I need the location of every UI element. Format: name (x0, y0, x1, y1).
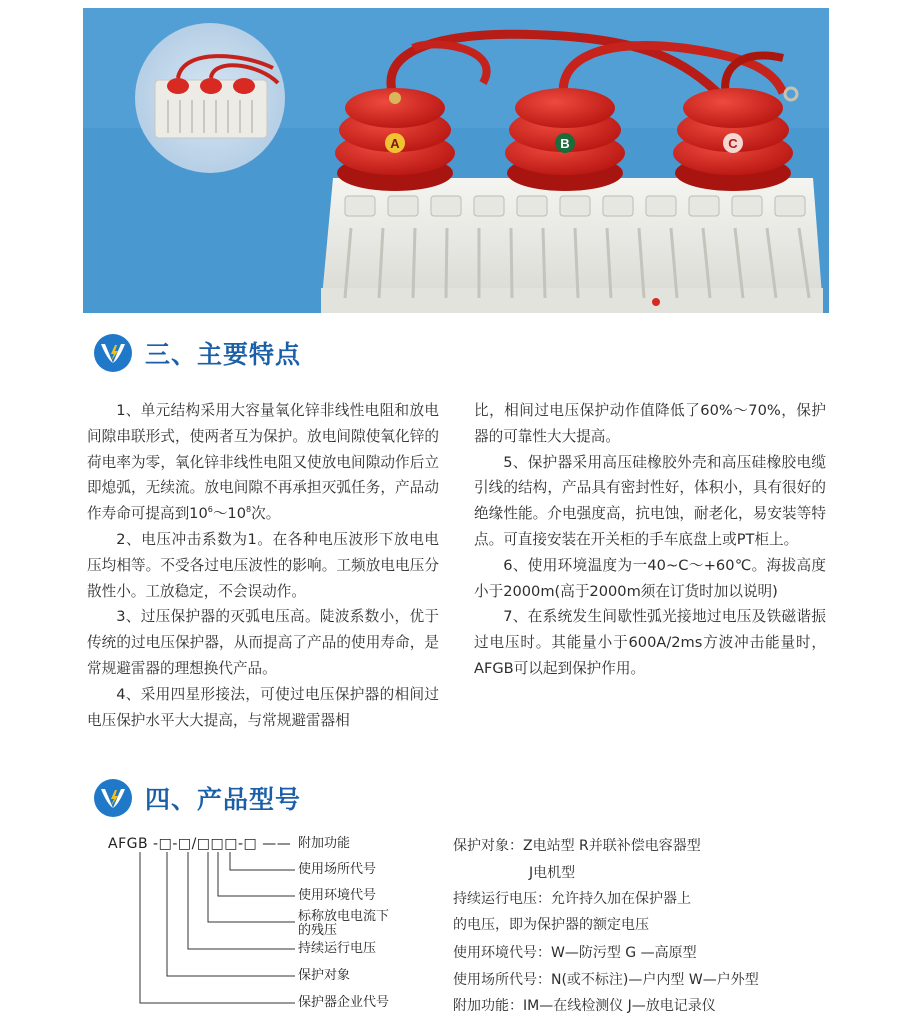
desc-env-code: 使用环境代号：W—防污型 G —高原型 (453, 945, 697, 961)
model-code: AFGB -□-□/□□□-□ —— (108, 836, 292, 852)
section4-title: 四、产品型号 (145, 785, 302, 814)
label-residual-voltage-1: 标称放电电流下 (298, 909, 390, 924)
diagram-lines (100, 830, 300, 1020)
desc-continuous-voltage-2: 的电压，即为保护器的额定电压 (453, 917, 649, 933)
surge-protector-image (83, 8, 829, 313)
feature-1: 1、单元结构采用大容量氧化锌非线性电阻和放电间隙串联形式，使两者互为保护。放电间隙使氧化锌的荷电率为零，氧化锌非线性电阻又使放电间隙动作后立即熄弧，无续流。放电间隙不再承担灭弧任务，产品动作寿命可提高到$10^6\sim 10^8$次。 (87, 402, 439, 523)
label-residual-voltage-2: 的残压 (298, 923, 338, 938)
model-code-diagram (100, 830, 440, 1020)
features-right-column (474, 398, 826, 682)
feature-2: 2、电压冲击系数为1。在各种电压波形下放电电压均相等。不受各过电压波性的影响。工频放电电压分散性小。工放稳定，不会误动作。 (87, 530, 439, 600)
feature-5: 5、保护器采用高压硅橡胶外壳和高压硅橡胶电缆引线的结构，产品具有密封性好，体积小，具有很好的绝缘性能。介电强度高，抗电蚀，耐老化，易安装等特点。可直接安装在开关柜的手车底盘上或PT柜上。 (474, 453, 826, 548)
feature-4: 4、采用四星形接法，可使过电压保护器的相间过电压保护水平大大提高，与常规避雷器相 (87, 685, 439, 729)
desc-motor-type: J电机型 (529, 865, 576, 881)
desc-protected-object: 保护对象：Z电站型 R并联补偿电容器型 (453, 838, 701, 854)
phase-label-a: A (390, 136, 400, 151)
label-addon: 附加功能 (298, 836, 351, 851)
product-photo (83, 8, 829, 313)
feature-6: 6、使用环境温度为一40~C～+60℃。海拔高度小于2000m(高于2000m须在订货时加以说明) (474, 556, 826, 600)
features-left-column (87, 398, 439, 733)
section4-heading (93, 775, 301, 821)
phase-label-c: C (728, 136, 738, 151)
label-continuous-voltage: 持续运行电压 (298, 941, 377, 956)
phase-label-b: B (560, 136, 570, 151)
company-logo-icon (93, 333, 133, 373)
desc-site-code: 使用场所代号：N(或不标注)—户内型 W—户外型 (453, 972, 759, 988)
label-protected-object: 保护对象 (298, 968, 351, 983)
section3-title: 三、主要特点 (145, 340, 302, 369)
company-logo-icon (93, 778, 133, 818)
label-site-code: 使用场所代号 (298, 862, 377, 877)
feature-7: 7、在系统发生间歇性弧光接地过电压及铁磁谐振过电压时。其能量小于600A/2ms方波冲击能量时，AFGB可以起到保护作用。 (474, 608, 826, 677)
label-env-code: 使用环境代号 (298, 888, 377, 903)
feature-4-continued: 比，相间过电压保护动作值降低了60%～70%，保护器的可靠性大大提高。 (474, 402, 826, 445)
desc-addon: 附加功能：IM—在线检测仪 J—放电记录仪 (453, 998, 716, 1014)
label-enterprise-code: 保护器企业代号 (298, 995, 390, 1010)
desc-continuous-voltage-1: 持续运行电压：允许持久加在保护器上 (453, 891, 691, 907)
feature-3: 3、过压保护器的灭弧电压高。陡波系数小，优于传统的过电压保护器，从而提高了产品的使用寿命，是常规避雷器的理想换代产品。 (87, 608, 439, 677)
section3-heading (93, 330, 301, 376)
